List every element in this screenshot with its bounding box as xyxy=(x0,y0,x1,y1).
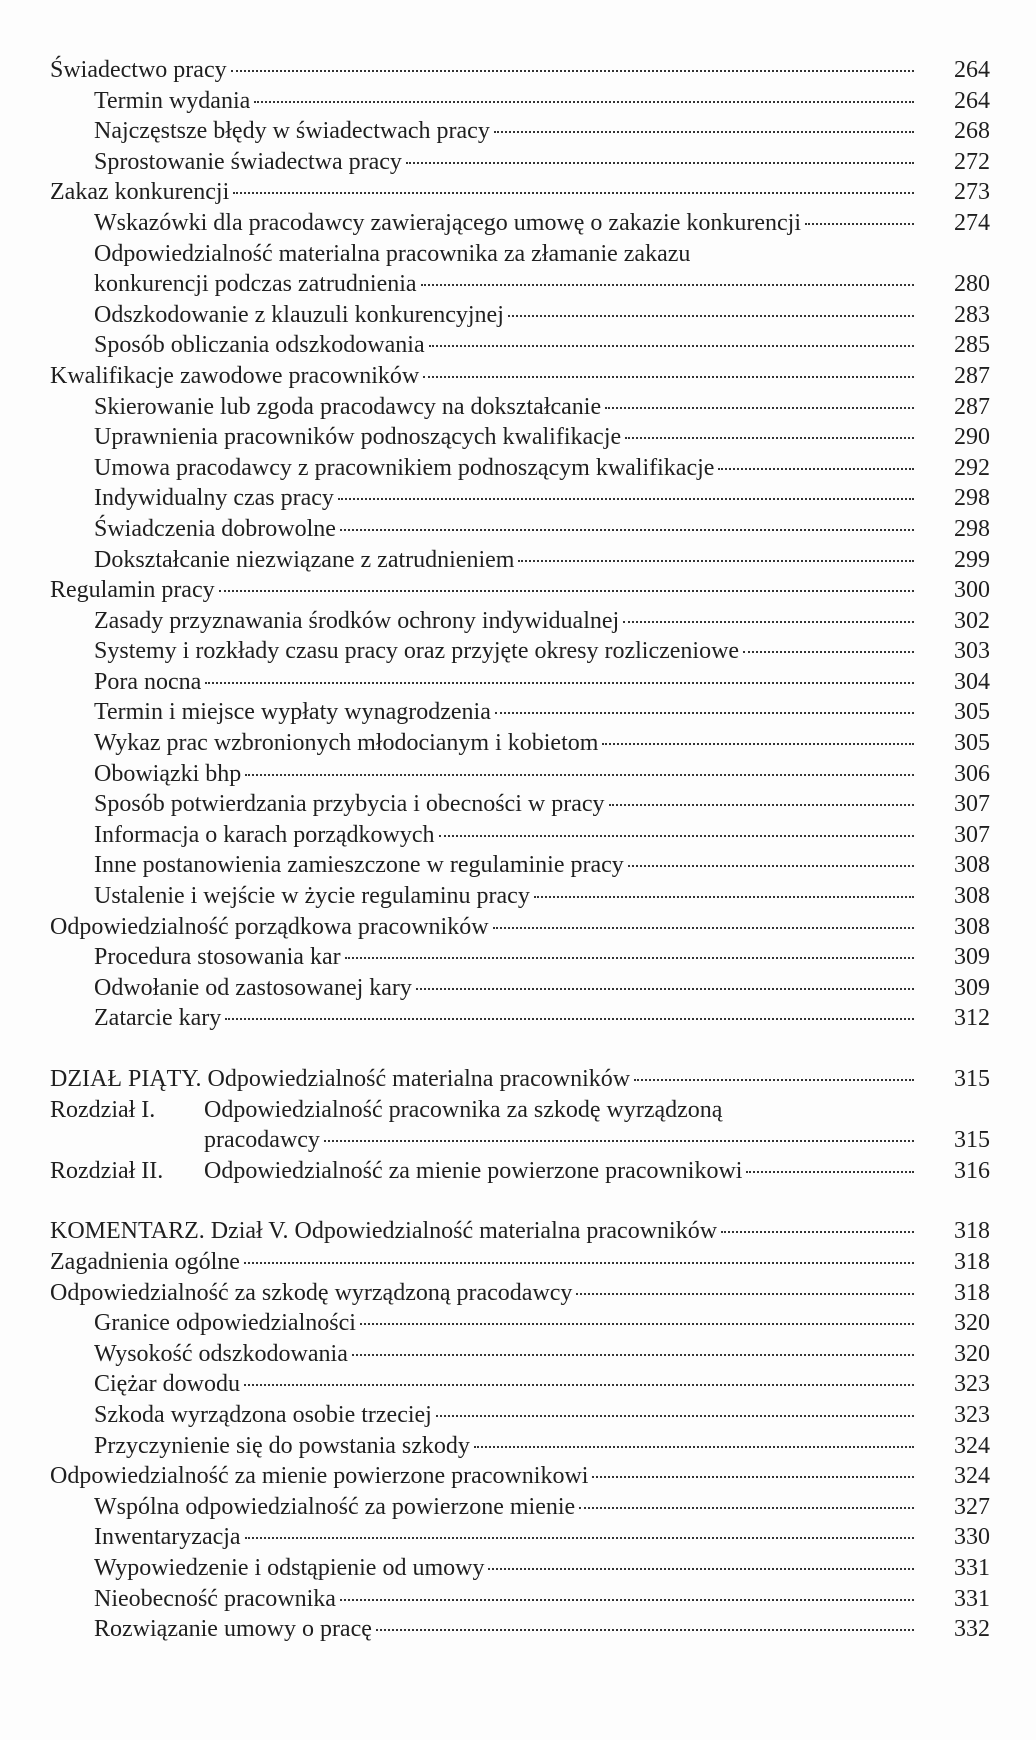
leader-dots xyxy=(225,1017,914,1020)
leader-dots xyxy=(718,467,914,470)
toc-entry-title: Indywidualny czas pracy xyxy=(94,485,334,512)
toc-entry-title: Wskazówki dla pracodawcy zawierającego umowę o zakazie konkurencji xyxy=(94,209,801,236)
toc-entry[interactable] xyxy=(50,942,990,973)
toc-entry[interactable] xyxy=(50,392,990,423)
toc-entry[interactable] xyxy=(50,453,990,484)
table-of-contents xyxy=(50,55,990,1645)
toc-entry[interactable] xyxy=(50,483,990,514)
toc-entry-page: 309 xyxy=(954,974,990,1001)
toc-entry[interactable] xyxy=(50,1431,990,1462)
leader-dots xyxy=(623,620,914,623)
toc-entry[interactable] xyxy=(50,1522,990,1553)
toc-entry[interactable] xyxy=(50,1584,990,1615)
toc-entry-page: 318 xyxy=(954,1279,990,1306)
toc-entry[interactable] xyxy=(50,973,990,1004)
toc-entry[interactable] xyxy=(50,361,990,392)
toc-entry-title: Odpowiedzialność porządkowa pracowników xyxy=(50,913,489,940)
toc-entry[interactable] xyxy=(50,330,990,361)
toc-entry-title: Odpowiedzialność materialna pracownika za złamanie zakazu xyxy=(94,240,691,267)
toc-entry-page: 312 xyxy=(954,1005,990,1032)
toc-entry-page: 330 xyxy=(954,1524,990,1551)
toc-section-a xyxy=(50,55,990,1034)
toc-entry[interactable] xyxy=(50,1308,990,1339)
toc-entry[interactable] xyxy=(50,422,990,453)
toc-entry[interactable] xyxy=(50,116,990,147)
chapter-label: Rozdział II. xyxy=(50,1157,164,1184)
toc-entry-title: Wypowiedzenie i odstąpienie od umowy xyxy=(94,1554,485,1581)
leader-dots xyxy=(805,222,914,225)
leader-dots xyxy=(233,191,914,194)
toc-entry-title: Wspólna odpowiedzialność za powierzone mienie xyxy=(94,1493,576,1520)
toc-entry[interactable] xyxy=(50,728,990,759)
leader-dots xyxy=(743,650,914,653)
toc-entry-page: 315 xyxy=(954,1066,990,1092)
leader-dots xyxy=(423,375,914,378)
toc-chapter[interactable] xyxy=(50,1095,990,1126)
leader-dots xyxy=(421,283,914,286)
leader-dots xyxy=(628,864,914,867)
toc-entry-title: Świadczenia dobrowolne xyxy=(94,515,336,542)
leader-dots xyxy=(244,1261,914,1264)
toc-entry-page: 298 xyxy=(954,485,990,512)
toc-entry[interactable] xyxy=(50,239,990,270)
toc-entry[interactable] xyxy=(50,759,990,790)
toc-entry-page: 307 xyxy=(954,791,990,818)
toc-entry[interactable] xyxy=(50,177,990,208)
leader-dots xyxy=(244,1383,914,1386)
toc-entry-page: 304 xyxy=(954,668,990,695)
toc-entry-title: Świadectwo pracy xyxy=(50,57,227,83)
leader-dots xyxy=(231,69,914,72)
toc-entry-title: Odszkodowanie z klauzuli konkurencyjnej xyxy=(94,301,504,328)
toc-entry-title: Kwalifikacje zawodowe pracowników xyxy=(50,362,420,389)
leader-dots xyxy=(219,589,914,592)
toc-entry-title: konkurencji podczas zatrudnienia xyxy=(94,271,417,298)
toc-entry[interactable] xyxy=(50,1400,990,1431)
leader-dots xyxy=(494,130,914,133)
leader-dots xyxy=(609,803,914,806)
section-gap xyxy=(50,1186,990,1216)
toc-entry[interactable] xyxy=(50,606,990,637)
toc-entry-page: 280 xyxy=(954,271,990,298)
leader-dots xyxy=(746,1170,914,1173)
toc-chapter-continuation[interactable] xyxy=(50,1125,990,1156)
toc-entry[interactable] xyxy=(50,881,990,912)
toc-entry-title: Uprawnienia pracowników podnoszących kwalifikacje xyxy=(94,424,622,451)
toc-entry[interactable] xyxy=(50,850,990,881)
toc-section-dzial xyxy=(50,1064,990,1186)
toc-entry[interactable] xyxy=(50,1278,990,1309)
toc-entry-page: 331 xyxy=(954,1585,990,1612)
toc-entry-title: Nieobecność pracownika xyxy=(94,1585,336,1612)
toc-entry-page: 283 xyxy=(954,301,990,328)
toc-entry[interactable] xyxy=(50,667,990,698)
toc-entry-page: 320 xyxy=(954,1340,990,1367)
toc-entry[interactable] xyxy=(50,208,990,239)
leader-dots xyxy=(436,1414,914,1417)
toc-entry-page: 308 xyxy=(954,852,990,879)
leader-dots xyxy=(245,1536,914,1539)
toc-entry-title: Zasady przyznawania środków ochrony indywidualnej xyxy=(94,607,620,634)
toc-entry-title: Sprostowanie świadectwa pracy xyxy=(94,148,402,175)
toc-entry-page: 308 xyxy=(954,883,990,910)
toc-entry-page: 302 xyxy=(954,607,990,634)
leader-dots xyxy=(439,834,915,837)
toc-entry-page: 264 xyxy=(954,57,990,83)
toc-entry-title: Zatarcie kary xyxy=(94,1005,222,1032)
toc-entry-title: Systemy i rozkłady czasu pracy oraz przyjęte okresy rozliczeniowe xyxy=(94,638,740,665)
leader-dots xyxy=(345,956,914,959)
chapter-title: Odpowiedzialność za mienie powierzone pracownikowi xyxy=(204,1157,743,1184)
toc-entry-title: Odwołanie od zastosowanej kary xyxy=(94,974,412,1001)
leader-dots xyxy=(534,895,914,898)
leader-dots xyxy=(416,987,914,990)
toc-entry-title: Wykaz prac wzbronionych młodocianym i kobietom xyxy=(94,730,599,757)
leader-dots xyxy=(340,1598,914,1601)
toc-entry-title: Rozwiązanie umowy o pracę xyxy=(94,1616,372,1643)
leader-dots xyxy=(602,742,914,745)
toc-entry-title: Granice odpowiedzialności xyxy=(94,1310,356,1337)
leader-dots xyxy=(338,497,914,500)
toc-entry-title: Skierowanie lub zgoda pracodawcy na dokształcanie xyxy=(94,393,602,420)
toc-entry-page: 306 xyxy=(954,760,990,787)
toc-entry-page: 285 xyxy=(954,332,990,359)
toc-entry[interactable] xyxy=(50,269,990,300)
toc-entry-title: Wysokość odszkodowania xyxy=(94,1340,348,1367)
toc-entry[interactable] xyxy=(50,55,990,86)
toc-entry[interactable] xyxy=(50,697,990,728)
toc-entry[interactable] xyxy=(50,1492,990,1523)
toc-entry-page: 305 xyxy=(954,699,990,726)
toc-entry-page: 307 xyxy=(954,821,990,848)
leader-dots xyxy=(625,436,914,439)
toc-entry[interactable] xyxy=(50,789,990,820)
leader-dots xyxy=(324,1139,914,1142)
toc-entry[interactable] xyxy=(50,912,990,943)
toc-entry-title: Dokształcanie niezwiązane z zatrudnieniem xyxy=(94,546,515,573)
leader-dots xyxy=(634,1078,914,1081)
toc-entry-title: Odpowiedzialność za szkodę wyrządzoną pracodawcy xyxy=(50,1279,573,1306)
toc-entry[interactable] xyxy=(50,147,990,178)
chapter-page: 316 xyxy=(954,1157,990,1184)
toc-entry-page: 324 xyxy=(954,1463,990,1490)
toc-entry-title: KOMENTARZ. Dział V. Odpowiedzialność materialna pracowników xyxy=(50,1218,718,1245)
toc-entry[interactable] xyxy=(50,1461,990,1492)
toc-entry-title: Termin wydania xyxy=(94,87,251,114)
toc-entry-page: 272 xyxy=(954,148,990,175)
toc-entry[interactable] xyxy=(50,300,990,331)
toc-entry-page: 287 xyxy=(954,362,990,389)
leader-dots xyxy=(605,406,914,409)
toc-entry-page: 290 xyxy=(954,424,990,451)
leader-dots xyxy=(376,1628,914,1631)
toc-entry-page: 327 xyxy=(954,1493,990,1520)
leader-dots xyxy=(352,1353,914,1356)
chapter-label: Rozdział I. xyxy=(50,1096,156,1123)
toc-entry-page: 268 xyxy=(954,118,990,145)
toc-entry-page: 273 xyxy=(954,179,990,206)
toc-entry-title: Ustalenie i wejście w życie regulaminu pracy xyxy=(94,883,530,910)
toc-entry-page: 305 xyxy=(954,730,990,757)
leader-dots xyxy=(579,1506,914,1509)
toc-entry-page: 292 xyxy=(954,454,990,481)
toc-entry-title: Odpowiedzialność za mienie powierzone pracownikowi xyxy=(50,1463,589,1490)
toc-entry-page: 264 xyxy=(954,87,990,114)
toc-entry-page: 320 xyxy=(954,1310,990,1337)
leader-dots xyxy=(721,1230,914,1233)
toc-entry-title: Umowa pracodawcy z pracownikiem podnoszącym kwalifikacje xyxy=(94,454,715,481)
toc-entry-page: 332 xyxy=(954,1616,990,1643)
toc-entry[interactable] xyxy=(50,545,990,576)
leader-dots xyxy=(340,528,914,531)
toc-entry[interactable] xyxy=(50,1064,990,1095)
toc-entry[interactable] xyxy=(50,575,990,606)
chapter-title-cont: pracodawcy xyxy=(204,1127,320,1154)
leader-dots xyxy=(406,161,914,164)
toc-entry-title: Sposób obliczania odszkodowania xyxy=(94,332,425,359)
toc-entry-title: Inwentaryzacja xyxy=(94,1524,241,1551)
toc-entry-title: Termin i miejsce wypłaty wynagrodzenia xyxy=(94,699,491,726)
leader-dots xyxy=(429,344,914,347)
toc-entry[interactable] xyxy=(50,820,990,851)
toc-entry-title: Pora nocna xyxy=(94,668,202,695)
leader-dots xyxy=(254,100,914,103)
toc-section-b xyxy=(50,1216,990,1644)
toc-entry-title: Zagadnienia ogólne xyxy=(50,1248,240,1275)
toc-entry[interactable] xyxy=(50,1339,990,1370)
toc-entry-page: 300 xyxy=(954,577,990,604)
leader-dots xyxy=(205,681,914,684)
toc-entry[interactable] xyxy=(50,1247,990,1278)
toc-entry-title: Sposób potwierdzania przybycia i obecności w pracy xyxy=(94,791,605,818)
section-gap xyxy=(50,1034,990,1064)
chapter-page: 315 xyxy=(954,1127,990,1154)
toc-entry-page: 318 xyxy=(954,1248,990,1275)
leader-dots xyxy=(576,1292,914,1295)
toc-entry-page: 318 xyxy=(954,1218,990,1245)
toc-entry[interactable] xyxy=(50,86,990,117)
leader-dots xyxy=(508,314,914,317)
toc-entry-title: Zakaz konkurencji xyxy=(50,179,230,206)
toc-entry[interactable] xyxy=(50,636,990,667)
chapter-title: Odpowiedzialność pracownika za szkodę wyrządzoną xyxy=(204,1096,723,1123)
toc-entry-title: Informacja o karach porządkowych xyxy=(94,821,435,848)
toc-entry-title: Inne postanowienia zamieszczone w regulaminie pracy xyxy=(94,852,624,879)
toc-entry[interactable] xyxy=(50,514,990,545)
leader-dots xyxy=(245,773,914,776)
toc-entry-title: DZIAŁ PIĄTY. Odpowiedzialność materialna pracowników xyxy=(50,1066,631,1092)
toc-entry-page: 323 xyxy=(954,1371,990,1398)
toc-entry-page: 274 xyxy=(954,209,990,236)
toc-entry-title: Regulamin pracy xyxy=(50,577,215,604)
toc-entry[interactable] xyxy=(50,1614,990,1645)
toc-entry-page: 324 xyxy=(954,1432,990,1459)
toc-entry[interactable] xyxy=(50,1553,990,1584)
leader-dots xyxy=(488,1567,914,1570)
leader-dots xyxy=(518,559,914,562)
leader-dots xyxy=(592,1475,914,1478)
toc-entry-page: 309 xyxy=(954,944,990,971)
leader-dots xyxy=(493,926,914,929)
toc-entry-page: 308 xyxy=(954,913,990,940)
toc-entry-title: Ciężar dowodu xyxy=(94,1371,240,1398)
toc-entry-page: 303 xyxy=(954,638,990,665)
toc-entry-title: Najczęstsze błędy w świadectwach pracy xyxy=(94,118,490,145)
toc-entry-page: 298 xyxy=(954,515,990,542)
toc-entry-title: Przyczynienie się do powstania szkody xyxy=(94,1432,470,1459)
toc-entry-title: Procedura stosowania kar xyxy=(94,944,341,971)
toc-entry[interactable] xyxy=(50,1003,990,1034)
toc-entry[interactable] xyxy=(50,1369,990,1400)
leader-dots xyxy=(495,711,914,714)
toc-entry-page: 299 xyxy=(954,546,990,573)
leader-dots xyxy=(474,1445,914,1448)
toc-entry-page: 323 xyxy=(954,1401,990,1428)
toc-entry-title: Szkoda wyrządzona osobie trzeciej xyxy=(94,1401,432,1428)
toc-entry[interactable] xyxy=(50,1216,990,1247)
toc-entry-page: 331 xyxy=(954,1554,990,1581)
toc-entry-title: Obowiązki bhp xyxy=(94,760,242,787)
toc-entry-page: 287 xyxy=(954,393,990,420)
toc-chapter[interactable] xyxy=(50,1156,990,1187)
leader-dots xyxy=(360,1322,914,1325)
